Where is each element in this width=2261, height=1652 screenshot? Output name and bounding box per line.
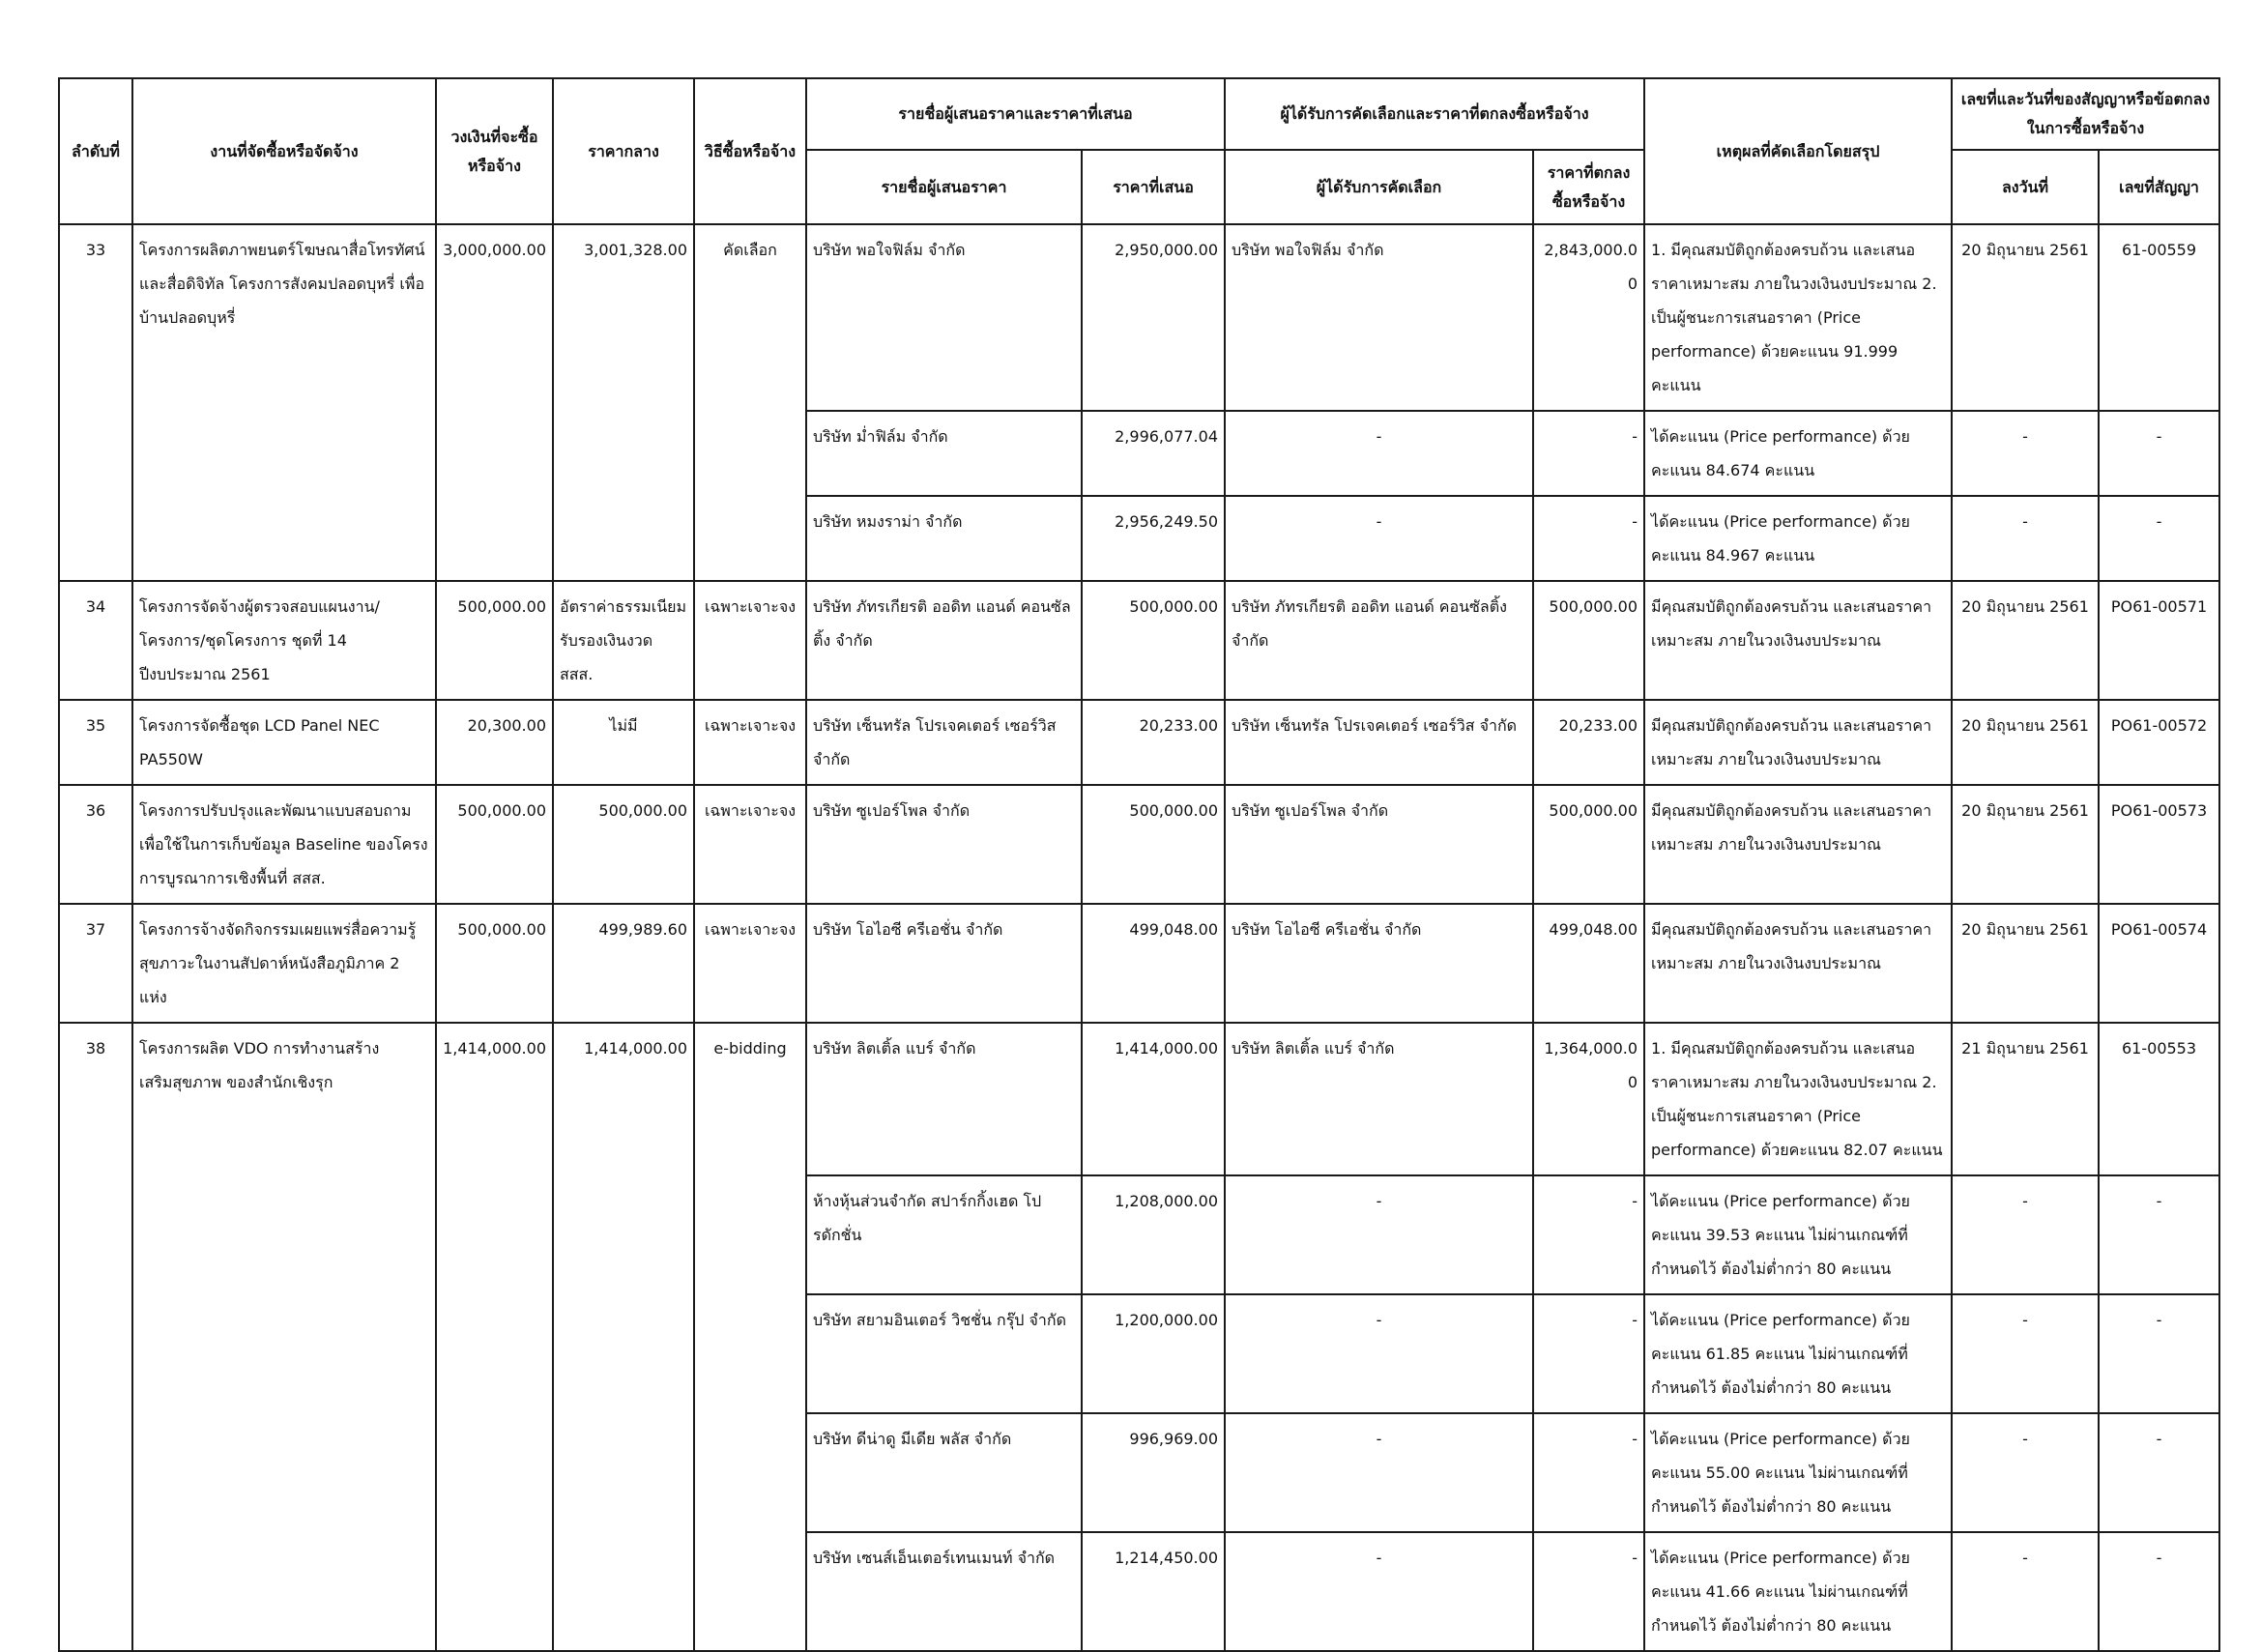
winner-name-cell: บริษัท เซ็นทรัล โปรเจคเตอร์ เซอร์วิส จำกัด	[1225, 700, 1533, 785]
contract-no-cell: PO61-00571	[2099, 581, 2219, 700]
contract-no-cell: -	[2099, 1532, 2219, 1651]
sign-date-cell: 21 มิถุนายน 2561	[1952, 1023, 2099, 1175]
item-method-cell: เฉพาะเจาะจง	[694, 904, 806, 1023]
sign-date-cell: -	[1952, 1294, 2099, 1413]
header-winner-name: ผู้ได้รับการคัดเลือก	[1225, 150, 1533, 224]
agreed-price-cell: -	[1533, 1413, 1644, 1532]
item-work-cell: โครงการจัดจ้างผู้ตรวจสอบแผนงาน/โครงการ/ชุดโครงการ ชุดที่ 14 ปีงบประมาณ 2561	[132, 581, 436, 700]
winner-name-cell: บริษัท ซูเปอร์โพล จำกัด	[1225, 785, 1533, 904]
bidder-name-cell: บริษัท โอไอซี ครีเอชั่น จำกัด	[806, 904, 1082, 1023]
item-no-cell: 33	[59, 224, 132, 581]
winner-name-cell: -	[1225, 1175, 1533, 1294]
bidder-name-cell: บริษัท ม่ำฟิล์ม จำกัด	[806, 411, 1082, 496]
contract-no-cell: -	[2099, 411, 2219, 496]
bidder-name-cell: บริษัท ซูเปอร์โพล จำกัด	[806, 785, 1082, 904]
item-method-cell: คัดเลือก	[694, 224, 806, 581]
sign-date-cell: 20 มิถุนายน 2561	[1952, 785, 2099, 904]
agreed-price-cell: 2,843,000.00	[1533, 224, 1644, 411]
item-no-cell: 37	[59, 904, 132, 1023]
item-budget-cell: 1,414,000.00	[436, 1023, 553, 1651]
winner-name-cell: บริษัท ลิตเติ้ล แบร์ จำกัด	[1225, 1023, 1533, 1175]
contract-no-cell: PO61-00574	[2099, 904, 2219, 1023]
bidder-name-cell: บริษัท ลิตเติ้ล แบร์ จำกัด	[806, 1023, 1082, 1175]
bid-price-cell: 20,233.00	[1082, 700, 1225, 785]
table-row	[59, 785, 2219, 904]
bid-price-cell: 1,208,000.00	[1082, 1175, 1225, 1294]
table-row	[59, 1023, 2219, 1175]
sign-date-cell: 20 มิถุนายน 2561	[1952, 224, 2099, 411]
item-work-cell: โครงการผลิตภาพยนตร์โฆษณาสื่อโทรทัศน์และสื่อดิจิทัล โครงการสังคมปลอดบุหรี่ เพื่อบ้านปลอดบุหรี่	[132, 224, 436, 581]
header-bid-price: ราคาที่เสนอ	[1082, 150, 1225, 224]
winner-name-cell: บริษัท ภัทรเกียรติ ออดิท แอนด์ คอนซัลติ้ง จำกัด	[1225, 581, 1533, 700]
bid-price-cell: 1,214,450.00	[1082, 1532, 1225, 1651]
sign-date-cell: -	[1952, 1413, 2099, 1532]
bidder-name-cell: บริษัท เซนส์เอ็นเตอร์เทนเมนท์ จำกัด	[806, 1532, 1082, 1651]
table-row	[59, 904, 2219, 1023]
contract-no-cell: -	[2099, 1294, 2219, 1413]
item-no-cell: 38	[59, 1023, 132, 1651]
agreed-price-cell: 500,000.00	[1533, 581, 1644, 700]
header-bidders-group: รายชื่อผู้เสนอราคาและราคาที่เสนอ	[806, 78, 1225, 150]
winner-name-cell: -	[1225, 1413, 1533, 1532]
item-work-cell: โครงการจ้างจัดกิจกรรมเผยแพร่สื่อความรู้สุขภาวะในงานสัปดาห์หนังสือภูมิภาค 2 แห่ง	[132, 904, 436, 1023]
bid-price-cell: 996,969.00	[1082, 1413, 1225, 1532]
item-median-cell: 3,001,328.00	[553, 224, 694, 581]
header-reason: เหตุผลที่คัดเลือกโดยสรุป	[1644, 78, 1952, 224]
bidder-name-cell: บริษัท เซ็นทรัล โปรเจคเตอร์ เซอร์วิส จำกัด	[806, 700, 1082, 785]
bid-price-cell: 1,414,000.00	[1082, 1023, 1225, 1175]
reason-cell: ได้คะแนน (Price performance) ด้วยคะแนน 84.967 คะแนน	[1644, 496, 1952, 581]
bidder-name-cell: บริษัท พอใจฟิล์ม จำกัด	[806, 224, 1082, 411]
item-no-cell: 36	[59, 785, 132, 904]
contract-no-cell: -	[2099, 496, 2219, 581]
agreed-price-cell: 1,364,000.00	[1533, 1023, 1644, 1175]
header-contract-no: เลขที่สัญญา	[2099, 150, 2219, 224]
item-method-cell: เฉพาะเจาะจง	[694, 700, 806, 785]
item-median-cell: 1,414,000.00	[553, 1023, 694, 1651]
header-median: ราคากลาง	[553, 78, 694, 224]
header-no: ลำดับที่	[59, 78, 132, 224]
sign-date-cell: 20 มิถุนายน 2561	[1952, 700, 2099, 785]
bid-price-cell: 500,000.00	[1082, 581, 1225, 700]
reason-cell: 1. มีคุณสมบัติถูกต้องครบถ้วน และเสนอราคาเหมาะสม ภายในวงเงินงบประมาณ 2. เป็นผู้ชนะการเสนอราคา (Price performance) ด้วยคะแนน 91.999 คะแนน	[1644, 224, 1952, 411]
bidder-name-cell: บริษัท ภัทรเกียรติ ออดิท แอนด์ คอนซัลติ้ง จำกัด	[806, 581, 1082, 700]
header-contract-group: เลขที่และวันที่ของสัญญาหรือข้อตกลงในการซื้อหรือจ้าง	[1952, 78, 2219, 150]
table-header	[59, 78, 2219, 224]
item-budget-cell: 500,000.00	[436, 904, 553, 1023]
agreed-price-cell: 500,000.00	[1533, 785, 1644, 904]
winner-name-cell: บริษัท โอไอซี ครีเอชั่น จำกัด	[1225, 904, 1533, 1023]
item-median-cell: 500,000.00	[553, 785, 694, 904]
reason-cell: ได้คะแนน (Price performance) ด้วยคะแนน 55.00 คะแนน ไม่ผ่านเกณฑ์ที่กำหนดไว้ ต้องไม่ต่ำกว่า 80 คะแนน	[1644, 1413, 1952, 1532]
bid-price-cell: 2,996,077.04	[1082, 411, 1225, 496]
item-no-cell: 34	[59, 581, 132, 700]
bid-price-cell: 2,956,249.50	[1082, 496, 1225, 581]
reason-cell: ได้คะแนน (Price performance) ด้วยคะแนน 41.66 คะแนน ไม่ผ่านเกณฑ์ที่กำหนดไว้ ต้องไม่ต่ำกว่า 80 คะแนน	[1644, 1532, 1952, 1651]
header-agreed-price: ราคาที่ตกลงซื้อหรือจ้าง	[1533, 150, 1644, 224]
agreed-price-cell: -	[1533, 1532, 1644, 1651]
sign-date-cell: 20 มิถุนายน 2561	[1952, 904, 2099, 1023]
contract-no-cell: -	[2099, 1175, 2219, 1294]
item-method-cell: เฉพาะเจาะจง	[694, 785, 806, 904]
item-budget-cell: 500,000.00	[436, 581, 553, 700]
reason-cell: ได้คะแนน (Price performance) ด้วยคะแนน 61.85 คะแนน ไม่ผ่านเกณฑ์ที่กำหนดไว้ ต้องไม่ต่ำกว่า 80 คะแนน	[1644, 1294, 1952, 1413]
item-budget-cell: 20,300.00	[436, 700, 553, 785]
header-bidder-name: รายชื่อผู้เสนอราคา	[806, 150, 1082, 224]
item-budget-cell: 3,000,000.00	[436, 224, 553, 581]
reason-cell: 1. มีคุณสมบัติถูกต้องครบถ้วน และเสนอราคาเหมาะสม ภายในวงเงินงบประมาณ 2. เป็นผู้ชนะการเสนอราคา (Price performance) ด้วยคะแนน 82.07 คะแนน	[1644, 1023, 1952, 1175]
item-budget-cell: 500,000.00	[436, 785, 553, 904]
agreed-price-cell: -	[1533, 496, 1644, 581]
agreed-price-cell: -	[1533, 1294, 1644, 1413]
item-median-cell: อัตราค่าธรรมเนียมรับรองเงินงวด สสส.	[553, 581, 694, 700]
winner-name-cell: -	[1225, 1294, 1533, 1413]
winner-name-cell: -	[1225, 411, 1533, 496]
contract-no-cell: -	[2099, 1413, 2219, 1532]
bid-price-cell: 2,950,000.00	[1082, 224, 1225, 411]
agreed-price-cell: 499,048.00	[1533, 904, 1644, 1023]
contract-no-cell: 61-00559	[2099, 224, 2219, 411]
item-work-cell: โครงการผลิต VDO การทำงานสร้างเสริมสุขภาพ ของสำนักเชิงรุก	[132, 1023, 436, 1651]
table-row	[59, 581, 2219, 700]
procurement-sheet	[58, 77, 2220, 1652]
header-method: วิธีซื้อหรือจ้าง	[694, 78, 806, 224]
header-sign-date: ลงวันที่	[1952, 150, 2099, 224]
reason-cell: ได้คะแนน (Price performance) ด้วยคะแนน 84.674 คะแนน	[1644, 411, 1952, 496]
item-no-cell: 35	[59, 700, 132, 785]
procurement-table	[58, 77, 2220, 1652]
bid-price-cell: 500,000.00	[1082, 785, 1225, 904]
item-median-cell: ไม่มี	[553, 700, 694, 785]
header-work: งานที่จัดซื้อหรือจัดจ้าง	[132, 78, 436, 224]
bid-price-cell: 499,048.00	[1082, 904, 1225, 1023]
sign-date-cell: -	[1952, 411, 2099, 496]
item-median-cell: 499,989.60	[553, 904, 694, 1023]
winner-name-cell: -	[1225, 1532, 1533, 1651]
contract-no-cell: PO61-00572	[2099, 700, 2219, 785]
item-work-cell: โครงการปรับปรุงและพัฒนาแบบสอบถาม เพื่อใช้ในการเก็บข้อมูล Baseline ของโครงการบูรณาการเชิงพื้นที่ สสส.	[132, 785, 436, 904]
item-method-cell: e-bidding	[694, 1023, 806, 1651]
reason-cell: มีคุณสมบัติถูกต้องครบถ้วน และเสนอราคาเหมาะสม ภายในวงเงินงบประมาณ	[1644, 700, 1952, 785]
item-work-cell: โครงการจัดซื้อชุด LCD Panel NEC PA550W	[132, 700, 436, 785]
sign-date-cell: -	[1952, 496, 2099, 581]
bidder-name-cell: ห้างหุ้นส่วนจำกัด สปาร์กกิ้งเฮด โปรดักชั่น	[806, 1175, 1082, 1294]
agreed-price-cell: -	[1533, 411, 1644, 496]
bidder-name-cell: บริษัท สยามอินเตอร์ วิชชั่น กรุ๊ป จำกัด	[806, 1294, 1082, 1413]
reason-cell: ได้คะแนน (Price performance) ด้วยคะแนน 39.53 คะแนน ไม่ผ่านเกณฑ์ที่กำหนดไว้ ต้องไม่ต่ำกว่า 80 คะแนน	[1644, 1175, 1952, 1294]
contract-no-cell: 61-00553	[2099, 1023, 2219, 1175]
bid-price-cell: 1,200,000.00	[1082, 1294, 1225, 1413]
table-body	[59, 224, 2219, 1651]
agreed-price-cell: 20,233.00	[1533, 700, 1644, 785]
winner-name-cell: บริษัท พอใจฟิล์ม จำกัด	[1225, 224, 1533, 411]
reason-cell: มีคุณสมบัติถูกต้องครบถ้วน และเสนอราคาเหมาะสม ภายในวงเงินงบประมาณ	[1644, 785, 1952, 904]
sign-date-cell: -	[1952, 1532, 2099, 1651]
bidder-name-cell: บริษัท ดีน่าดู มีเดีย พลัส จำกัด	[806, 1413, 1082, 1532]
agreed-price-cell: -	[1533, 1175, 1644, 1294]
table-row	[59, 224, 2219, 411]
sign-date-cell: 20 มิถุนายน 2561	[1952, 581, 2099, 700]
header-budget: วงเงินที่จะซื้อหรือจ้าง	[436, 78, 553, 224]
reason-cell: มีคุณสมบัติถูกต้องครบถ้วน และเสนอราคาเหมาะสม ภายในวงเงินงบประมาณ	[1644, 904, 1952, 1023]
winner-name-cell: -	[1225, 496, 1533, 581]
item-method-cell: เฉพาะเจาะจง	[694, 581, 806, 700]
contract-no-cell: PO61-00573	[2099, 785, 2219, 904]
reason-cell: มีคุณสมบัติถูกต้องครบถ้วน และเสนอราคาเหมาะสม ภายในวงเงินงบประมาณ	[1644, 581, 1952, 700]
sign-date-cell: -	[1952, 1175, 2099, 1294]
header-winner-group: ผู้ได้รับการคัดเลือกและราคาที่ตกลงซื้อหรือจ้าง	[1225, 78, 1644, 150]
table-row	[59, 700, 2219, 785]
bidder-name-cell: บริษัท หมงราม่า จำกัด	[806, 496, 1082, 581]
